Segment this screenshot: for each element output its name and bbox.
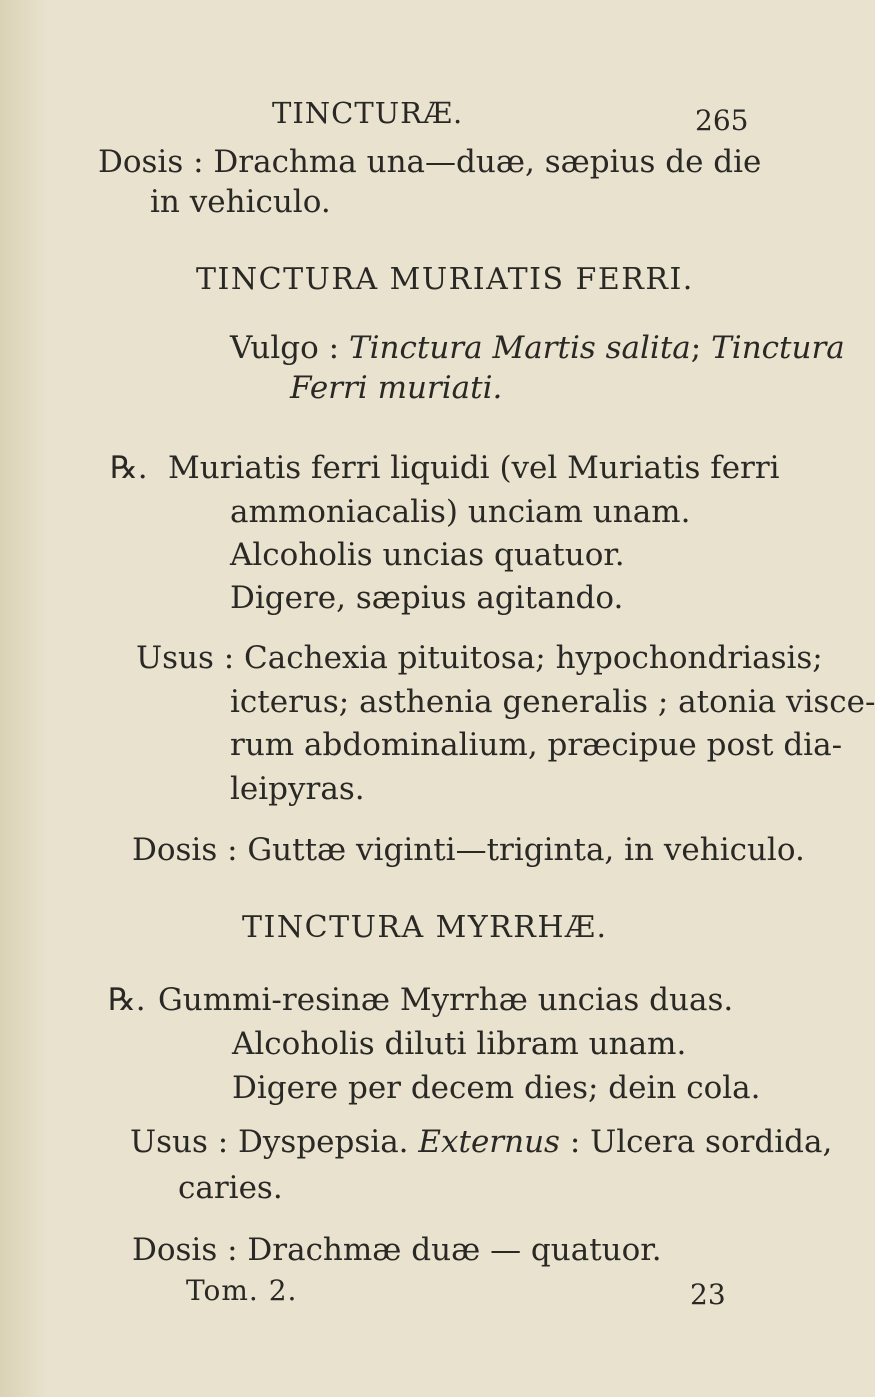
recipe-line: Muriatis ferri liquidi (vel Muriatis ferri xyxy=(168,450,780,486)
dosis-text: : Guttæ viginti—triginta, in vehiculo. xyxy=(227,832,805,868)
recipe-line: Digere per decem dies; dein cola. xyxy=(232,1070,761,1106)
recipe-line: Alcoholis uncias quatuor. xyxy=(230,537,625,573)
recipe-symbol: ℞. xyxy=(110,450,148,486)
dosis-line xyxy=(132,832,805,868)
gathering-number: 23 xyxy=(690,1278,726,1311)
recipe-line: ammoniacalis) unciam unam. xyxy=(230,494,691,530)
recipe-line: Gummi-resinæ Myrrhæ uncias duas. xyxy=(158,982,734,1018)
usus-line xyxy=(130,1124,832,1160)
dosis-label: Dosis xyxy=(132,1232,218,1268)
vulgo-name-1: Tinctura Martis salita xyxy=(348,330,691,366)
dosis-text: : Drachmæ duæ — quatuor. xyxy=(227,1232,662,1268)
usus-line: leipyras. xyxy=(230,771,365,807)
dosis-line xyxy=(132,1232,662,1268)
page-number: 265 xyxy=(695,104,749,137)
vulgo-name-2: Tinctura xyxy=(711,330,845,366)
usus-text: : Ulcera sordida, xyxy=(569,1124,833,1160)
dosis-text: : Drachma una—duæ, sæpius de die xyxy=(193,144,762,180)
vulgo-line xyxy=(230,330,845,366)
running-title: TINCTURÆ. xyxy=(272,96,464,130)
prev-dosis xyxy=(98,144,761,180)
recipe-symbol: ℞. xyxy=(108,982,146,1018)
usus-line: rum abdominalium, præcipue post dia- xyxy=(230,727,843,763)
recipe-line: Alcoholis diluti libram unam. xyxy=(232,1026,687,1062)
usus-line: Usus : Cachexia pituitosa; hypochondriasis; xyxy=(136,640,823,676)
section-title-myrrhae: TINCTURA MYRRHÆ. xyxy=(242,910,608,945)
vulgo-name-3: Ferri muriati. xyxy=(290,370,503,406)
usus-text: Usus : Dyspepsia. xyxy=(130,1124,409,1160)
dosis-label: Dosis xyxy=(132,832,218,868)
recipe-line: Digere, sæpius agitando. xyxy=(230,580,624,616)
prev-dosis-cont: in vehiculo. xyxy=(150,184,331,220)
usus-line: icterus; asthenia generalis ; atonia visce- xyxy=(230,684,875,720)
usus-externus: Externus xyxy=(418,1124,560,1160)
vulgo-line-2 xyxy=(290,370,502,406)
signature-mark: Tom. 2. xyxy=(186,1274,298,1307)
vulgo-label: Vulgo : xyxy=(230,330,340,366)
section-title-muriatis-ferri: TINCTURA MURIATIS FERRI. xyxy=(196,262,694,297)
vulgo-sep: ; xyxy=(690,330,702,366)
usus-line: caries. xyxy=(178,1170,283,1206)
page-edge xyxy=(0,0,48,1397)
dosis-label: Dosis xyxy=(98,144,184,180)
